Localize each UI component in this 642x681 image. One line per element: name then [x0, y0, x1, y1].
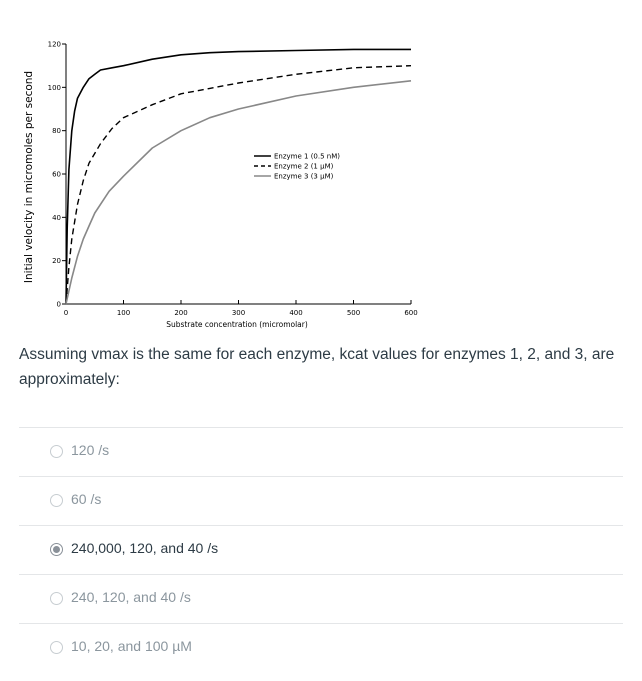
- answer-option[interactable]: [19, 476, 623, 525]
- series-line-enzyme-2: [66, 66, 411, 304]
- answer-label: 240,000, 120, and 40 /s: [71, 540, 219, 556]
- radio-button[interactable]: [50, 592, 63, 605]
- legend-label-enzyme-2: Enzyme 2 (1 µM): [274, 162, 334, 171]
- legend-label-enzyme-3: Enzyme 3 (3 µM): [274, 172, 334, 181]
- legend-label-enzyme-1: Enzyme 1 (0.5 nM): [274, 152, 341, 161]
- radio-button[interactable]: [50, 641, 63, 654]
- series-line-enzyme-3: [66, 81, 411, 304]
- y-tick-label: 120: [47, 40, 61, 49]
- answer-label: 120 /s: [71, 442, 110, 458]
- y-tick-label: 80: [52, 127, 61, 136]
- y-axis-label: Initial velocity in micromoles per second: [23, 70, 35, 284]
- answer-option[interactable]: [19, 574, 623, 623]
- x-axis-label: Substrate concentration (micromolar): [166, 320, 308, 329]
- chart-legend: [254, 153, 340, 181]
- answer-list: [19, 427, 623, 672]
- y-tick-label: 0: [56, 300, 61, 309]
- y-tick-label: 60: [52, 170, 61, 179]
- answer-label: 60 /s: [71, 491, 102, 507]
- x-tick-label: 500: [346, 309, 361, 317]
- answer-option[interactable]: [19, 525, 623, 574]
- answer-option[interactable]: [19, 427, 623, 476]
- y-tick-label: 20: [52, 257, 61, 266]
- y-tick-label: 40: [52, 213, 61, 222]
- x-tick-label: 400: [289, 309, 303, 317]
- chart-series: [66, 49, 411, 304]
- velocity-chart: [0, 0, 642, 340]
- radio-button[interactable]: [50, 543, 63, 556]
- answer-label: 240, 120, and 40 /s: [71, 589, 191, 605]
- x-tick-label: 200: [174, 309, 188, 317]
- answer-label: 10, 20, and 100 µM: [71, 638, 192, 654]
- x-tick-label: 600: [404, 309, 418, 317]
- x-tick-label: 0: [63, 309, 69, 317]
- radio-button[interactable]: [50, 445, 63, 458]
- x-tick-label: 300: [231, 309, 246, 317]
- radio-button[interactable]: [50, 494, 63, 507]
- series-line-enzyme-1: [66, 49, 411, 304]
- question-text: Assuming vmax is the same for each enzyme, kcat values for enzymes 1, 2, and 3, are approximately:: [19, 346, 615, 388]
- y-tick-label: 100: [47, 83, 61, 92]
- answer-option[interactable]: [19, 623, 623, 672]
- x-tick-label: 100: [116, 309, 131, 317]
- chart-axes: [48, 41, 418, 318]
